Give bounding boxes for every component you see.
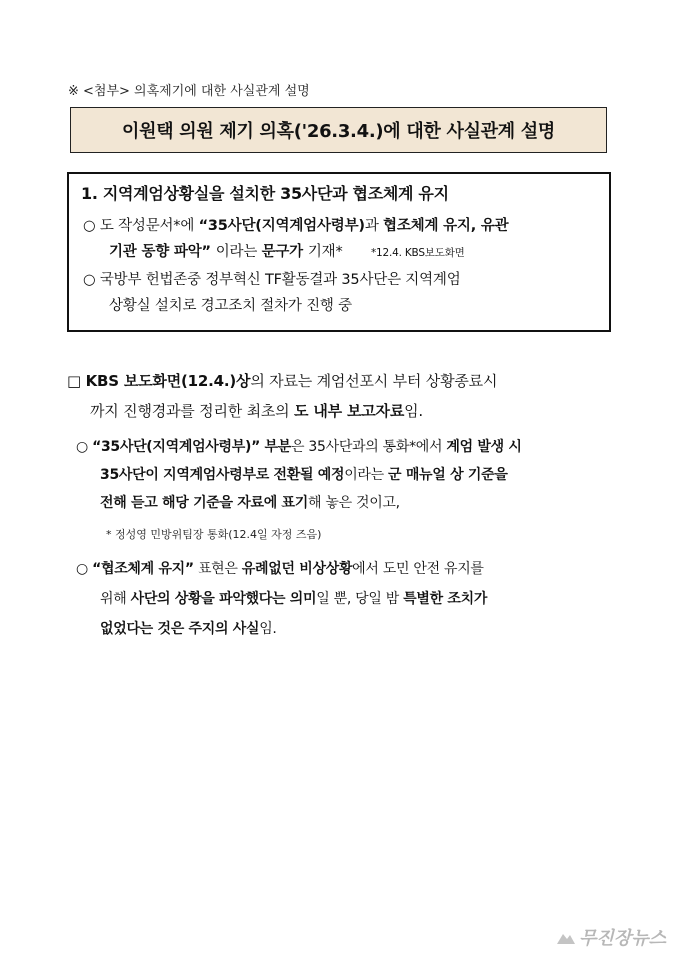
text-run-bold: 유례없던 비상상황 [241, 561, 353, 577]
claim-item-1-line-1 [83, 214, 509, 235]
text-run: 은 35사단과의 통화*에서 [291, 439, 447, 455]
text-run-bold: 없었다는 것은 주지의 사실 [100, 621, 260, 637]
claim-footnote: *12.4. KBS보도화면 [370, 247, 465, 259]
text-run: 과 [364, 218, 384, 234]
text-run: 임. [259, 621, 277, 637]
sub-point-1-line-2 [100, 464, 508, 484]
text-run-bold: 기관 동향 파악” [109, 244, 216, 260]
text-run: 의 자료는 계엄선포시 부터 상황종료시 [250, 372, 498, 390]
text-run: 에서 도민 안전 유지를 [352, 561, 484, 577]
text-run-bold: “협조체계 유지” [92, 561, 194, 577]
text-run: ○ [76, 561, 93, 577]
text-run-bold: 35사단이 지역계엄사령부로 전환될 예정 [100, 467, 345, 483]
claim-item-2-line-1: ○ 국방부 헌법존중 정부혁신 TF활동결과 35사단은 지역계엄 [83, 272, 461, 288]
text-run-bold: “35사단(지역계엄사령부)” 부분 [92, 439, 291, 455]
mountain-icon [557, 930, 575, 944]
text-run-bold: 도 내부 보고자료 [294, 402, 405, 420]
text-run: 이라는 [215, 244, 262, 260]
text-run-bold: 특별한 조치가 [403, 591, 488, 607]
sub-point-1-line-3 [100, 492, 400, 512]
text-run: 임. [404, 402, 423, 420]
attachment-label: ※ <첨부> 의혹제기에 대한 사실관계 설명 [68, 84, 310, 99]
text-run-bold: 사단의 상황을 파악했다는 의미 [130, 591, 317, 607]
text-run: ○ 도 작성문서*에 [83, 218, 199, 234]
text-run-bold: 전해 듣고 해당 기준을 자료에 표기 [100, 495, 309, 511]
document-title-text: 이원택 의원 제기 의혹('26.3.4.)에 대한 사실관계 설명 [122, 121, 555, 142]
claim-heading: 1. 지역계엄상황실을 설치한 35사단과 협조체계 유지 [81, 184, 449, 203]
sub-point-2-line-3 [100, 618, 277, 638]
claim-item-1-line-2 [109, 240, 465, 261]
text-run: 일 뿐, 당일 밤 [316, 591, 404, 607]
text-run-bold: 계엄 발생 시 [446, 439, 522, 455]
checkbox-glyph: □ [67, 372, 81, 390]
sub-point-1-note: * 정성영 민방위팀장 통화(12.4일 자정 즈음) [106, 528, 322, 541]
sub-point-1-line-1 [76, 436, 522, 456]
text-run-bold: 문구가 [261, 244, 308, 260]
text-run: 위해 [100, 591, 131, 607]
text-run: 이라는 [344, 467, 389, 483]
text-run: ○ [76, 439, 93, 455]
text-run: 해 놓은 것이고, [308, 495, 400, 511]
text-run: 표현은 [193, 561, 242, 577]
watermark-text: 무진장뉴스 [579, 928, 666, 949]
text-run-bold: “35사단(지역계엄사령부) [198, 218, 365, 234]
claim-box [67, 172, 611, 332]
sub-point-2-line-2 [100, 588, 487, 608]
text-run-bold: KBS 보도화면(12.4.)상 [85, 372, 251, 390]
response-line-1 [67, 370, 497, 391]
response-line-2 [90, 400, 423, 421]
text-run-bold: 군 매뉴얼 상 기준을 [388, 467, 508, 483]
claim-item-2-line-2: 상황실 설치로 경고조치 절차가 진행 중 [109, 298, 352, 314]
text-run: 기재* [307, 244, 343, 260]
watermark [557, 924, 666, 950]
document-title [70, 107, 607, 153]
text-run: 까지 진행경과를 정리한 최초의 [90, 402, 295, 420]
sub-point-2-line-1 [76, 558, 484, 578]
text-run-bold: 협조체계 유지, 유관 [383, 218, 509, 234]
